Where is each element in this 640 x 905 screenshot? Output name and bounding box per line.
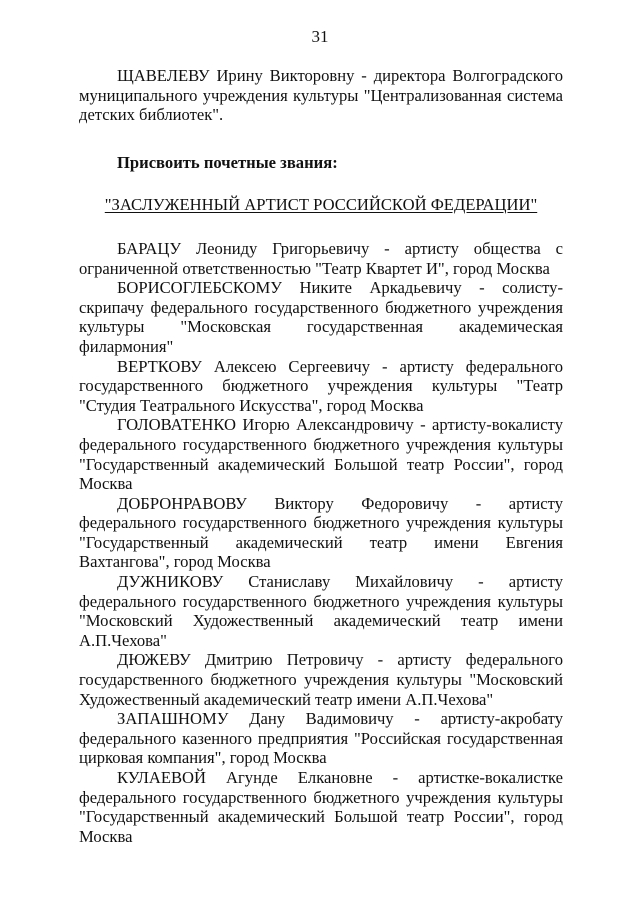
award-entry: ДОБРОНРАВОВУ Виктору Федоровичу - артисту федерального государственного бюджетного учреждения культуры "Государственный академический театр имени Евгения Вахтангова", город Москва [79, 493, 563, 572]
awards-list [79, 239, 563, 846]
award-entry: ЗАПАШНОМУ Дану Вадимовичу - артисту-акробату федерального казенного предприятия "Российская государственная цирковая компания", город Москва [79, 709, 563, 768]
document-body [79, 66, 563, 846]
honorary-title: "ЗАСЛУЖЕННЫЙ АРТИСТ РОССИЙСКОЙ ФЕДЕРАЦИИ" [104, 195, 538, 215]
award-entry: БОРИСОГЛЕБСКОМУ Никите Аркадьевичу - солисту-скрипачу федерального государственного бюджетного учреждения культуры "Московская государственная академическая филармония" [79, 278, 563, 356]
award-entry: ГОЛОВАТЕНКО Игорю Александровичу - артисту-вокалисту федерального государственного бюджетного учреждения культуры "Государственный академический Большой театр России", город Москва [79, 415, 563, 494]
award-entry: ВЕРТКОВУ Алексею Сергеевичу - артисту федерального государственного бюджетного учреждения культуры "Театр "Студия Театрального Искусства", город Москва [79, 356, 563, 415]
award-entry: ДУЖНИКОВУ Станиславу Михайловичу - артисту федерального государственного бюджетного учреждения культуры "Московский Художественный академический театр имени А.П.Чехова" [79, 572, 563, 650]
award-entry: КУЛАЕВОЙ Агунде Елкановне - артистке-вокалистке федерального государственного бюджетного учреждения культуры "Государственный академический Большой театр России", город Москва [79, 768, 563, 846]
page-number: 31 [311, 27, 329, 46]
intro-paragraph: ЩАВЕЛЕВУ Ирину Викторовну - директора Волгоградского муниципального учреждения культуры "Централизованная система детских библиотек". [79, 66, 563, 125]
section-heading: Присвоить почетные звания: [117, 152, 338, 172]
award-entry: БАРАЦУ Леониду Григорьевичу - артисту общества с ограниченной ответственностью "Театр Квартет И", город Москва [79, 238, 563, 278]
award-entry: ДЮЖЕВУ Дмитрию Петровичу - артисту федерального государственного бюджетного учреждения культуры "Московский Художественный академический театр имени А.П.Чехова" [79, 650, 563, 709]
